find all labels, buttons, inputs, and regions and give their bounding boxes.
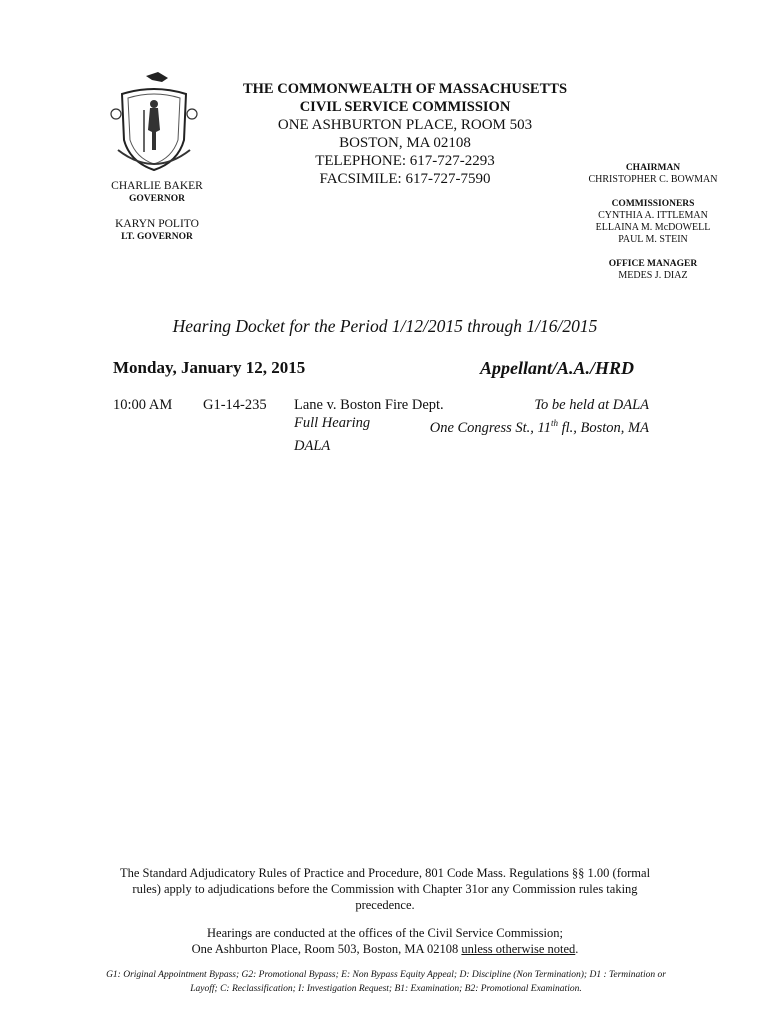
- chairman-name: CHRISTOPHER C. BOWMAN: [588, 174, 718, 185]
- chairman-title: CHAIRMAN: [625, 163, 681, 173]
- address-line-1: ONE ASHBURTON PLACE, ROOM 503: [277, 117, 533, 133]
- commission-name: CIVIL SERVICE COMMISSION: [299, 99, 511, 115]
- office-manager-title: OFFICE MANAGER: [608, 259, 698, 269]
- entry-parties: Lane v. Boston Fire Dept.: [294, 397, 444, 413]
- entry-location-note: To be held at DALA: [534, 397, 649, 413]
- office-manager-name: MEDES J. DIAZ: [618, 270, 688, 281]
- entry-case-number: G1-14-235: [203, 397, 267, 413]
- right-officials: [582, 162, 724, 282]
- commissioner-name: PAUL M. STEIN: [618, 234, 688, 245]
- entry-agency: DALA: [294, 437, 331, 454]
- hearing-location-notice: [110, 925, 660, 957]
- letterhead: [200, 80, 610, 188]
- entry-time: 10:00 AM: [113, 397, 173, 413]
- commonwealth-seal-logo: [108, 70, 200, 176]
- org-name: THE COMMONWEALTH OF MASSACHUSETTS: [242, 81, 568, 97]
- commissioner-name: ELLAINA M. McDOWELL: [595, 222, 711, 233]
- left-officials: [92, 180, 222, 244]
- hearings-line-2: One Ashburton Place, Room 503, Boston, MA 02108 unless otherwise noted.: [191, 942, 579, 956]
- appellant-column-header: Appellant/A.A./HRD: [480, 358, 635, 378]
- governor-title: GOVERNOR: [129, 194, 185, 204]
- facsimile: FACSIMILE: 617-727-7590: [319, 171, 491, 187]
- docket-period-title: Hearing Docket for the Period 1/12/2015 through 1/16/2015: [172, 316, 598, 336]
- telephone: TELEPHONE: 617-727-2293: [315, 153, 495, 169]
- lt-governor-name: KARYN POLITO: [115, 218, 199, 230]
- governor-name: CHARLIE BAKER: [111, 180, 203, 192]
- commissioners-title: COMMISSIONERS: [611, 199, 695, 209]
- docket-entry: [294, 396, 649, 455]
- address-line-2: BOSTON, MA 02108: [339, 135, 471, 151]
- hearings-line-1: Hearings are conducted at the offices of the Civil Service Commission;: [207, 926, 563, 940]
- lt-governor-title: LT. GOVERNOR: [121, 232, 193, 242]
- rules-notice: The Standard Adjudicatory Rules of Practice and Procedure, 801 Code Mass. Regulations §§ 1.00 (formal rules) apply to adjudications before the Commission with Chapter 31or any Commission rules taking precedence.: [119, 866, 651, 912]
- commissioner-name: CYNTHIA A. ITTLEMAN: [598, 210, 708, 221]
- appeal-type-legend: G1: Original Appointment Bypass; G2: Promotional Bypass; E: Non Bypass Equity Appeal; D: Discipline (Non Termination); D1 : Termination or Layoff; C: Reclassification; I: Investigation Request; B1: Examination; B2: Promotional Examination.: [106, 970, 666, 994]
- docket-day: Monday, January 12, 2015: [113, 358, 306, 377]
- entry-location: One Congress St., 11th fl., Boston, MA: [429, 418, 649, 436]
- entry-hearing-type: Full Hearing: [294, 415, 371, 431]
